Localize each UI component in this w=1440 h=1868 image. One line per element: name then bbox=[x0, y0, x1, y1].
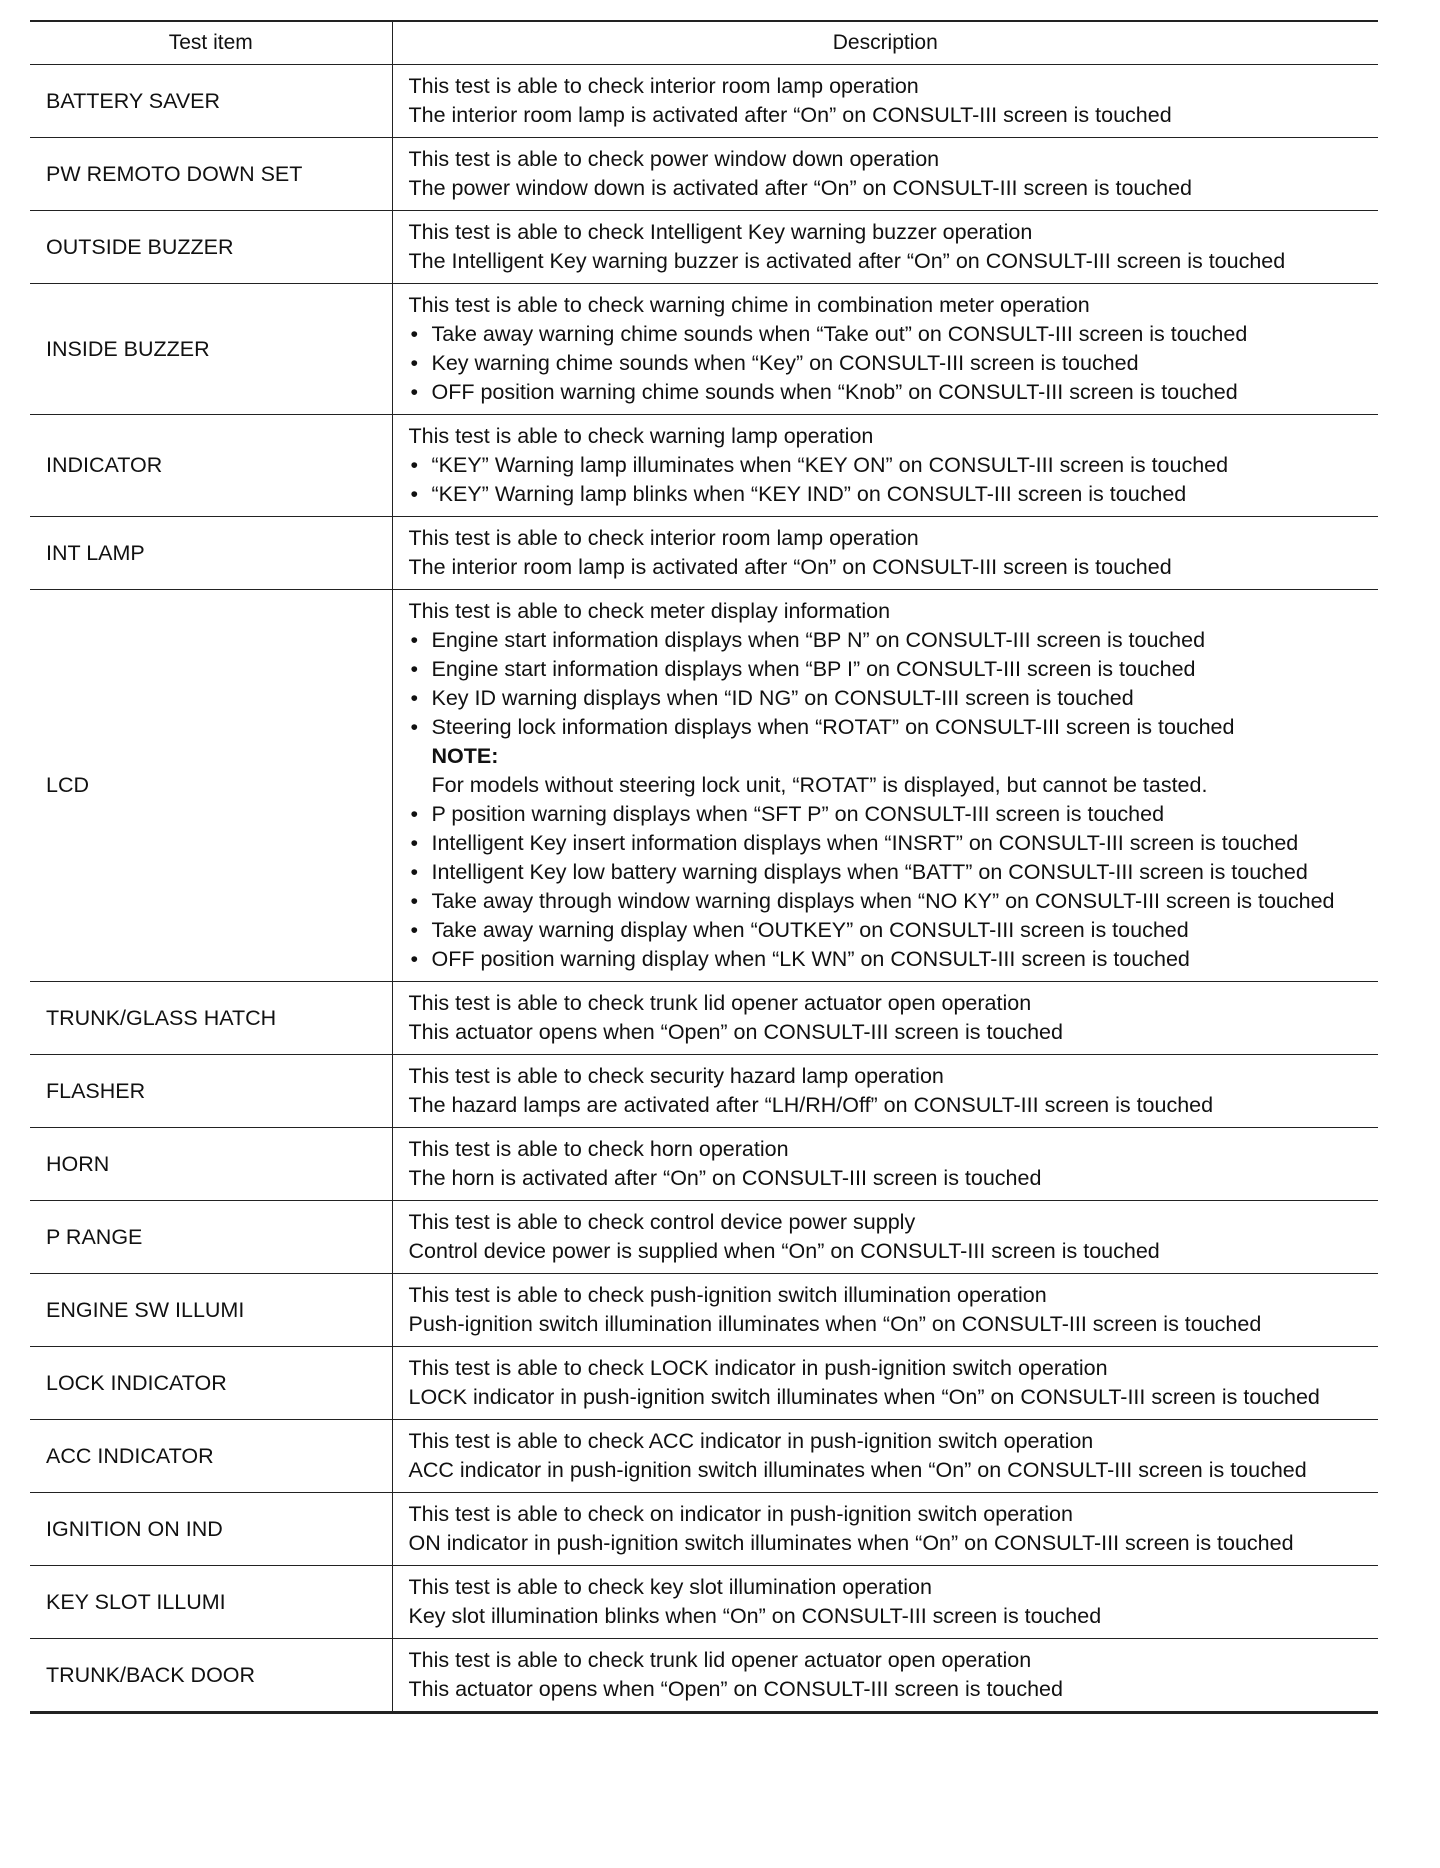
bullet-line: • OFF position warning chime sounds when “Knob” on CONSULT-III screen is touched bbox=[409, 378, 1371, 407]
test-item-description bbox=[392, 138, 1378, 211]
description-line: This test is able to check Intelligent Key warning buzzer operation bbox=[408, 220, 1033, 244]
test-item-description bbox=[392, 65, 1378, 138]
description-line: This test is able to check horn operation bbox=[408, 1137, 789, 1161]
test-item-name: KEY SLOT ILLUMI bbox=[30, 1566, 392, 1639]
bullet-line: • Take away warning display when “OUTKEY” on CONSULT-III screen is touched bbox=[409, 916, 1371, 945]
table-row bbox=[30, 1420, 1378, 1493]
description-line: This test is able to check interior room lamp operation bbox=[408, 526, 919, 550]
test-item-description bbox=[392, 1493, 1378, 1566]
bullet-line: • Intelligent Key low battery warning displays when “BATT” on CONSULT-III screen is touched bbox=[409, 858, 1371, 887]
description-line: The interior room lamp is activated after “On” on CONSULT-III screen is touched bbox=[408, 555, 1172, 579]
table-row bbox=[30, 1128, 1378, 1201]
test-item-name: OUTSIDE BUZZER bbox=[30, 211, 392, 284]
test-item-description bbox=[392, 1201, 1378, 1274]
bullet-line: • Key ID warning displays when “ID NG” on CONSULT-III screen is touched bbox=[409, 684, 1371, 713]
description-line: This test is able to check control device power supply bbox=[408, 1210, 916, 1234]
description-line: Key slot illumination blinks when “On” on CONSULT-III screen is touched bbox=[408, 1604, 1102, 1628]
test-item-description bbox=[392, 415, 1378, 517]
description-line: The hazard lamps are activated after “LH/RH/Off” on CONSULT-III screen is touched bbox=[408, 1093, 1214, 1117]
description-line: This test is able to check on indicator in push-ignition switch operation bbox=[408, 1502, 1073, 1526]
test-item-name: LCD bbox=[30, 590, 392, 982]
table-row bbox=[30, 1493, 1378, 1566]
description-line: Push-ignition switch illumination illuminates when “On” on CONSULT-III screen is touched bbox=[408, 1312, 1262, 1336]
table-row bbox=[30, 284, 1378, 415]
note-text: For models without steering lock unit, “ROTAT” is displayed, but cannot be tasted. bbox=[431, 773, 1208, 797]
bullet-line: • “KEY” Warning lamp blinks when “KEY IND” on CONSULT-III screen is touched bbox=[409, 480, 1371, 509]
test-item-description bbox=[392, 1055, 1378, 1128]
description-line: This test is able to check key slot illumination operation bbox=[408, 1575, 932, 1599]
table-row bbox=[30, 517, 1378, 590]
header-description: Description bbox=[392, 21, 1378, 65]
note-heading: NOTE: bbox=[431, 744, 499, 768]
description-line: The Intelligent Key warning buzzer is activated after “On” on CONSULT-III screen is touched bbox=[408, 249, 1286, 273]
bullet-line: • Key warning chime sounds when “Key” on CONSULT-III screen is touched bbox=[409, 349, 1371, 378]
description-line: The horn is activated after “On” on CONSULT-III screen is touched bbox=[408, 1166, 1042, 1190]
table-header-row bbox=[30, 21, 1378, 65]
test-item-name: IGNITION ON IND bbox=[30, 1493, 392, 1566]
test-item-name: TRUNK/BACK DOOR bbox=[30, 1639, 392, 1713]
test-item-name: TRUNK/GLASS HATCH bbox=[30, 982, 392, 1055]
bullet-line: • OFF position warning display when “LK WN” on CONSULT-III screen is touched bbox=[409, 945, 1371, 974]
table-body bbox=[30, 65, 1378, 1713]
test-item-name: PW REMOTO DOWN SET bbox=[30, 138, 392, 211]
description-line: This test is able to check warning lamp operation bbox=[408, 424, 874, 448]
test-item-name: ACC INDICATOR bbox=[30, 1420, 392, 1493]
test-item-description bbox=[392, 1420, 1378, 1493]
description-line: This actuator opens when “Open” on CONSULT-III screen is touched bbox=[408, 1020, 1063, 1044]
test-item-name: LOCK INDICATOR bbox=[30, 1347, 392, 1420]
description-line: Control device power is supplied when “On” on CONSULT-III screen is touched bbox=[408, 1239, 1160, 1263]
description-line: The interior room lamp is activated after “On” on CONSULT-III screen is touched bbox=[408, 103, 1172, 127]
test-item-description bbox=[392, 284, 1378, 415]
table-row bbox=[30, 1274, 1378, 1347]
table-row bbox=[30, 1201, 1378, 1274]
table-row bbox=[30, 138, 1378, 211]
test-item-name: INDICATOR bbox=[30, 415, 392, 517]
description-line: This test is able to check trunk lid opener actuator open operation bbox=[408, 1648, 1032, 1672]
table-row bbox=[30, 1639, 1378, 1713]
description-line: This test is able to check ACC indicator in push-ignition switch operation bbox=[408, 1429, 1094, 1453]
test-item-name: INSIDE BUZZER bbox=[30, 284, 392, 415]
description-line: This test is able to check power window down operation bbox=[408, 147, 940, 171]
table-row bbox=[30, 415, 1378, 517]
test-item-name: P RANGE bbox=[30, 1201, 392, 1274]
test-item-name: HORN bbox=[30, 1128, 392, 1201]
test-item-description bbox=[392, 982, 1378, 1055]
test-items-table bbox=[30, 20, 1378, 1714]
table-row bbox=[30, 590, 1378, 982]
table-row bbox=[30, 982, 1378, 1055]
test-item-name: INT LAMP bbox=[30, 517, 392, 590]
table-row bbox=[30, 1055, 1378, 1128]
bullet-line: • Take away through window warning displays when “NO KY” on CONSULT-III screen is touched bbox=[409, 887, 1371, 916]
test-item-description bbox=[392, 517, 1378, 590]
description-line: This test is able to check warning chime in combination meter operation bbox=[408, 293, 1090, 317]
bullet-line: • Steering lock information displays when “ROTAT” on CONSULT-III screen is touched bbox=[409, 713, 1371, 742]
bullet-line: • Engine start information displays when “BP N” on CONSULT-III screen is touched bbox=[409, 626, 1371, 655]
test-item-description bbox=[392, 1639, 1378, 1713]
test-item-description bbox=[392, 1347, 1378, 1420]
table-row bbox=[30, 1347, 1378, 1420]
test-item-name: BATTERY SAVER bbox=[30, 65, 392, 138]
description-line: This test is able to check security hazard lamp operation bbox=[408, 1064, 944, 1088]
description-line: This test is able to check push-ignition switch illumination operation bbox=[408, 1283, 1047, 1307]
test-item-description bbox=[392, 590, 1378, 982]
description-line: The power window down is activated after “On” on CONSULT-III screen is touched bbox=[408, 176, 1193, 200]
description-line: This test is able to check meter display information bbox=[408, 599, 891, 623]
test-item-description bbox=[392, 1128, 1378, 1201]
table-row bbox=[30, 65, 1378, 138]
header-test-item: Test item bbox=[30, 21, 392, 65]
test-item-name: ENGINE SW ILLUMI bbox=[30, 1274, 392, 1347]
test-item-description bbox=[392, 1566, 1378, 1639]
bullet-line: • “KEY” Warning lamp illuminates when “KEY ON” on CONSULT-III screen is touched bbox=[409, 451, 1371, 480]
test-item-description bbox=[392, 1274, 1378, 1347]
bullet-line: • Take away warning chime sounds when “Take out” on CONSULT-III screen is touched bbox=[409, 320, 1371, 349]
description-line: This test is able to check LOCK indicator in push-ignition switch operation bbox=[408, 1356, 1108, 1380]
bullet-line: • P position warning displays when “SFT P” on CONSULT-III screen is touched bbox=[409, 800, 1371, 829]
description-line: This test is able to check trunk lid opener actuator open operation bbox=[408, 991, 1032, 1015]
document-page bbox=[30, 20, 1378, 1714]
description-line: This test is able to check interior room lamp operation bbox=[408, 74, 919, 98]
bullet-line: • Intelligent Key insert information displays when “INSRT” on CONSULT-III screen is touched bbox=[409, 829, 1371, 858]
bullet-line: • Engine start information displays when “BP I” on CONSULT-III screen is touched bbox=[409, 655, 1371, 684]
test-item-description bbox=[392, 211, 1378, 284]
description-line: ON indicator in push-ignition switch illuminates when “On” on CONSULT-III screen is touched bbox=[408, 1531, 1294, 1555]
description-line: LOCK indicator in push-ignition switch illuminates when “On” on CONSULT-III screen is touched bbox=[408, 1385, 1320, 1409]
description-line: ACC indicator in push-ignition switch illuminates when “On” on CONSULT-III screen is touched bbox=[408, 1458, 1307, 1482]
test-item-name: FLASHER bbox=[30, 1055, 392, 1128]
description-line: This actuator opens when “Open” on CONSULT-III screen is touched bbox=[408, 1677, 1063, 1701]
table-row bbox=[30, 211, 1378, 284]
table-row bbox=[30, 1566, 1378, 1639]
